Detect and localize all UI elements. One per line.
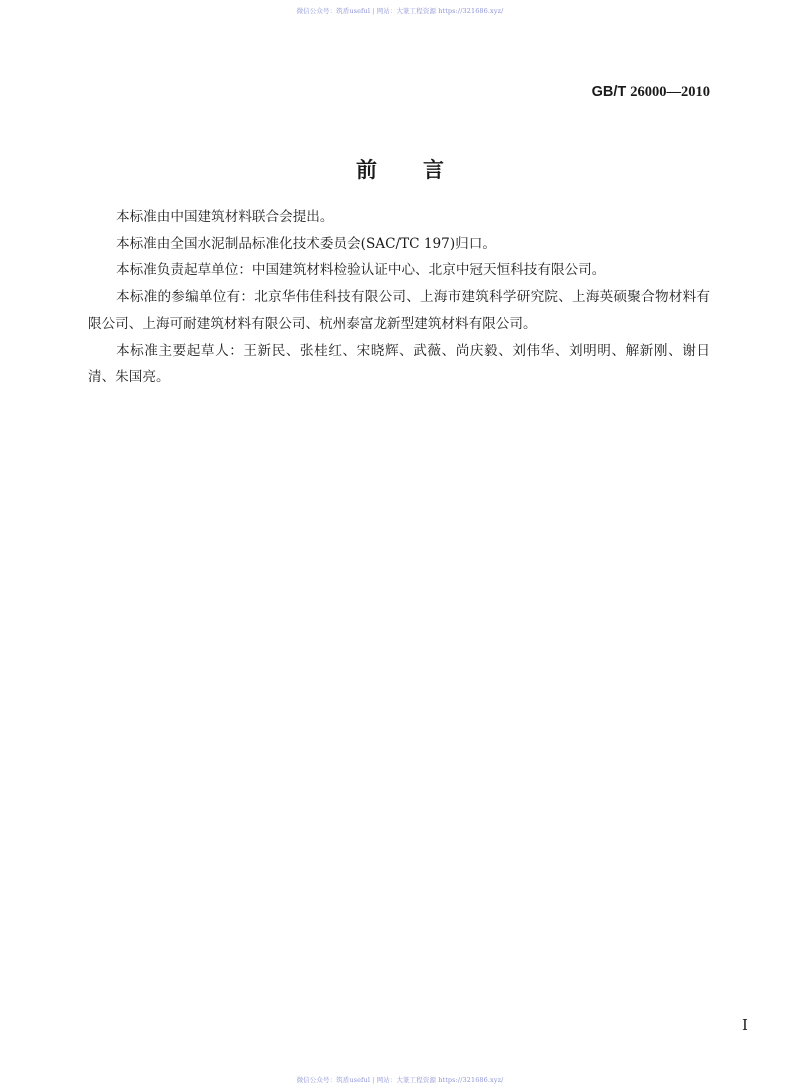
standard-prefix: GB/T [591, 84, 627, 100]
paragraph-participating-units: 本标准的参编单位有：北京华伟佳科技有限公司、上海市建筑科学研究院、上海英硕聚合物材料有限公司、上海可耐建筑材料有限公司、杭州泰富龙新型建筑材料有限公司。 [88, 289, 710, 332]
foreword-body [88, 204, 710, 391]
standard-number [592, 84, 710, 101]
paragraph-proposer: 本标准由中国建筑材料联合会提出。 [116, 209, 334, 225]
watermark-top: 微信公众号：筑盾useful | 网站：大篆工程资源 https://321686.xyz/ [296, 7, 504, 15]
paragraph-drafters: 本标准主要起草人：王新民、张桂红、宋晓辉、武薇、尚庆毅、刘伟华、刘明明、解新刚、谢日清、朱国亮。 [88, 342, 710, 386]
paragraph-committee: 本标准由全国水泥制品标准化技术委员会(SAC/TC 197)归口。 [116, 235, 496, 252]
paragraph-drafting-unit: 本标准负责起草单位：中国建筑材料检验认证中心、北京中冠天恒科技有限公司。 [116, 262, 606, 279]
page-title: 前言 [356, 157, 490, 182]
standard-code: 26000—2010 [630, 84, 710, 100]
watermark-bottom: 微信公众号：筑盾useful | 网站：大篆工程资源 https://321686.xyz/ [296, 1076, 504, 1084]
page-number: I [742, 1016, 748, 1034]
